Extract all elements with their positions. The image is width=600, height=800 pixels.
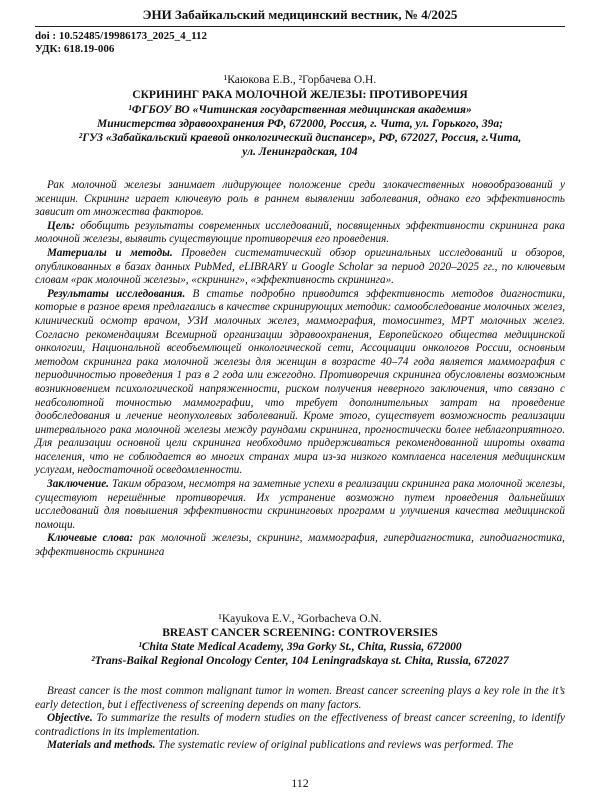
- en-affiliations: [35, 640, 565, 668]
- ru-results-label: Результаты исследования.: [47, 287, 186, 300]
- en-methods-text: The systematic review of original publications and reviews was performed. The: [155, 739, 514, 752]
- ru-conclusion-label: Заключение.: [47, 478, 109, 491]
- ru-aim-text: обобщить результаты современных исследований, посвященных эффективности скрининга рака молочной железы, выявить существующие противоречия его проведения.: [35, 219, 565, 246]
- ru-affil-line: ²ГУЗ «Забайкальский краевой онкологический диспансер», РФ, 672027, Россия, г.Чита,: [78, 132, 522, 144]
- en-title: BREAST CANCER SCREENING: CONTROVERSIES: [162, 627, 438, 639]
- ru-affil-line: Министерства здравоохранения РФ, 672000, Россия, г. Чита, ул. Горького, 39а;: [97, 118, 503, 130]
- ru-abstract: [35, 179, 565, 560]
- ru-aim: [35, 220, 565, 247]
- en-affil-line: ²Trans-Baikal Regional Oncology Center, 104 Leningradskaya st. Chita, Russia, 672027: [91, 655, 509, 667]
- en-objective: [35, 712, 565, 739]
- ru-keywords-text: рак молочной железы, скрининг, маммография, гипердиагностика, гиподиагностика, эффективность скрининга: [35, 532, 565, 559]
- journal-header: ЭНИ Забайкальский медицинский вестник, № 4/2025: [142, 7, 458, 22]
- ru-intro: Рак молочной железы занимает лидирующее положение среди злокачественных новообразований у женщин. Скрининг играет ключевую роль в раннем выявлении заболевания, однако его эффективность зависит от множества факторов.: [35, 179, 565, 219]
- ru-results-text: В статье подробно приводится эффективность методов диагностики, которые в разное время предлагались в качестве скринирующих методик: самообследование молочных желез, клинический осмотр врачом, УЗИ молочных желез, маммография, томосинтез, МРТ молочных желез. Согласно рекомендациям Всемирной организации здравоохранения, Европейского общества медицинской онкологии, Национальной всеобъемлющей онкологической сети, Ассоциации онкологов России, основным методом скрининга рака молочной железы для женщин в возрасте 40–74 года является маммография с периодичностью проведения 1 раз в 2 года или ежегодно. Противоречия скрининга обусловлены возможным возникновением психологической напряженности, риском получения неверного заключения, что связано с неабсолютной точностью маммографии, что требует дополнительных затрат на проведение дообследования и лечение неопухолевых заболеваний. Кроме этого, существует возможность реализации интервального рака молочной железы между раундами скрининга, прогностически более неблагоприятного. Для реализации основной цели скрининга необходимо придерживаться рекомендованной широты охвата населения, что не соблюдается во многих странах мира из-за низкого комплаенса населения медицинским услугам, недостаточной осведомленности.: [35, 287, 565, 477]
- doi-block: [35, 30, 207, 56]
- ru-affil-line: ¹ФГБОУ ВО «Читинская государственная медицинская академия»: [128, 104, 472, 116]
- ru-conclusion: [35, 478, 565, 532]
- en-abstract: [35, 685, 565, 753]
- en-intro: Breast cancer is the most common malignant tumor in women. Breast cancer screening plays a key role in the it’s early detection, but i effectiveness of screening depends on many factors.: [35, 685, 565, 711]
- ru-keywords: [35, 532, 565, 559]
- ru-title: СКРИНИНГ РАКА МОЛОЧНОЙ ЖЕЛЕЗЫ: ПРОТИВОРЕЧИЯ: [132, 89, 468, 101]
- ru-affil-line: ул. Ленинградская, 104: [242, 146, 358, 158]
- en-methods: [35, 739, 565, 753]
- en-methods-label: Materials and methods.: [47, 739, 156, 752]
- ru-keywords-label: Ключевые слова:: [47, 532, 134, 545]
- ru-methods-label: Материалы и методы.: [47, 246, 173, 259]
- en-objective-label: Objective.: [47, 712, 93, 725]
- udk-line: УДК: 618.19-006: [35, 43, 115, 55]
- header-divider: [35, 26, 565, 27]
- ru-authors: ¹Каюкова Е.В., ²Горбачева О.Н.: [223, 74, 377, 86]
- page-number: 112: [291, 776, 309, 790]
- en-objective-text: To summarize the results of modern studies on the effectiveness of breast cancer screening, to identify contradictions in its implementation.: [35, 712, 565, 738]
- ru-results: [35, 288, 565, 478]
- ru-aim-label: Цель:: [47, 219, 75, 232]
- ru-methods: [35, 247, 565, 288]
- en-affil-line: ¹Chita State Medical Academy, 39a Gorky St., Chita, Russia, 672000: [138, 641, 462, 653]
- doi-line: doi : 10.52485/19986173_2025_4_112: [35, 30, 208, 42]
- ru-conclusion-text: Таким образом, несмотря на заметные успехи в реализации скрининга рака молочной железы, существуют нерешённые противоречия. Их устранение возможно путем проведения дальнейших исследований для повышения эффективности скрининговых программ и улучшения качества медицинской помощи.: [35, 478, 565, 531]
- ru-affiliations: [35, 103, 565, 159]
- en-authors: ¹Kayukova E.V., ²Gorbacheva O.N.: [218, 613, 382, 625]
- ru-methods-text: Проведен систематический обзор оригинальных исследований и обзоров, опубликованных в базах данных PubMed, eLIBRARY и Google Scholar за период 2020–2025 гг., по ключевым словам «рак молочной железы», «скрининг», «эффективность скрининга».: [35, 246, 565, 287]
